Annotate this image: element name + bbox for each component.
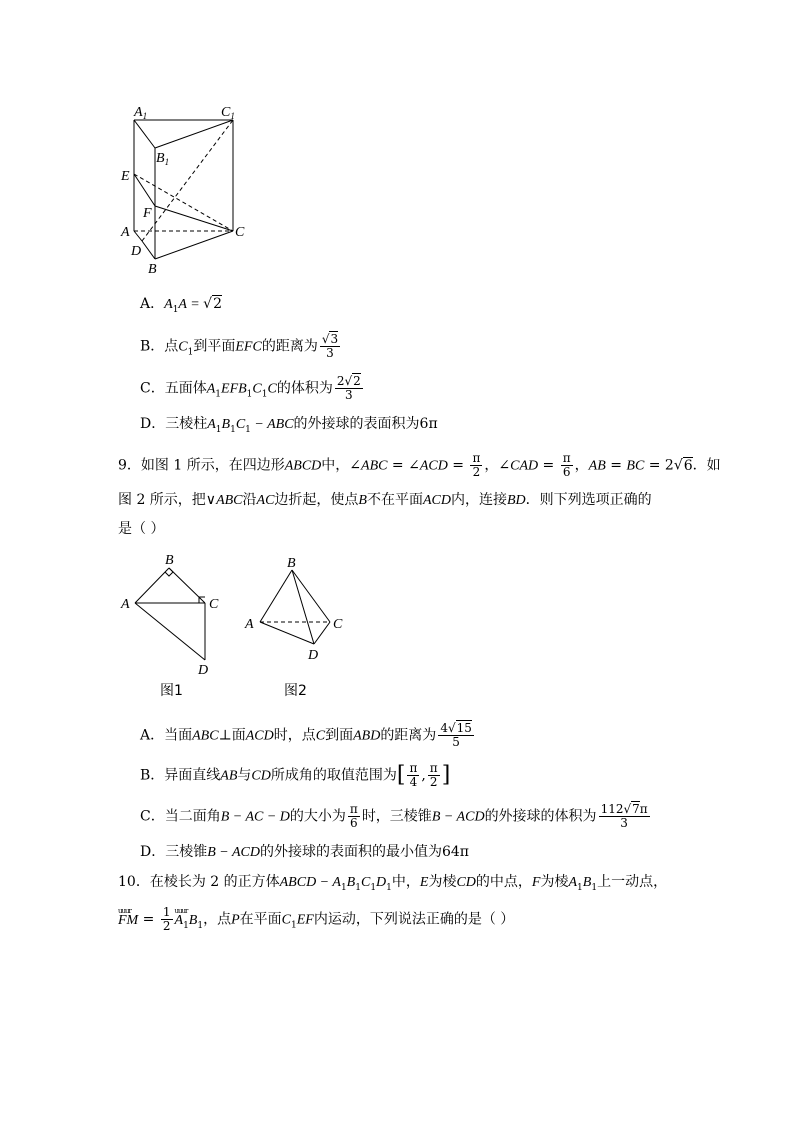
label-d: D [131, 244, 142, 259]
edge-b-d [292, 570, 314, 644]
edge-a-b [135, 568, 169, 603]
label-a: A [121, 597, 130, 612]
q10-line-2: uuur FM = $\frac{1}{2}$ uuur $A_1B_1$，点P在平面$C_1EF$内运动，下列说法正确的是（ ） [118, 906, 514, 935]
fraction: $\frac{4√15}{5}$ [440, 721, 472, 749]
q8-option-d: D．三棱柱$A_1B_1C_1$ − ABC的外接球的表面积为6π [140, 416, 438, 435]
q9-line-1: 9．如图 1 所示，在四边形ABCD中，∠ABC = ∠ACD = $\frac{\pi}{2}$ ，∠CAD = $\frac{\pi}{6}$ ，AB = BC = 2√6．如 [118, 451, 721, 479]
quadrilateral-figure [115, 550, 235, 680]
label-c: C [235, 225, 245, 240]
fraction: $\frac{2√2}{3}$ [336, 374, 361, 402]
label-a: A [245, 617, 254, 632]
label-b: B [165, 553, 174, 568]
figure-1-caption: 图1 [160, 683, 183, 699]
tetrahedron-figure [240, 550, 360, 670]
fraction: $\frac{\pi}{6}$ [562, 451, 571, 479]
edge-b-c [292, 570, 330, 622]
q8-option-c: C．五面体$A_1EFB_1C_1C$的体积为 $\frac{2√2}{3}$ [140, 374, 361, 402]
q9-line-2: 图 2 所示，把∨ABC沿AC边折起，使点B不在平面ACD内，连接BD．则下列选项正确的 [118, 492, 652, 508]
q9-line-3: 是（ ） [118, 521, 165, 537]
edge-a-d [134, 231, 142, 241]
edge-a-d [260, 622, 314, 644]
q8-option-b: B．点$C_1$到平面EFC的距离为 $\frac{√3}{3}$ [140, 332, 339, 360]
label-c: C [333, 617, 343, 632]
label-d: D [308, 648, 319, 663]
label-a1: $A_1$ [134, 105, 148, 121]
label-c1: $C_1$ [221, 105, 235, 121]
edge-a1-b1 [134, 120, 155, 148]
vector-arrow-icon: uuur [174, 906, 188, 915]
label-f: F [143, 206, 152, 221]
label-d: D [198, 663, 209, 678]
fraction: $\frac{\pi}{4}$ [409, 761, 418, 789]
right-angle-b-mark [165, 568, 173, 576]
q9-option-d: D．三棱锥B − ACD的外接球的表面积的最小值为64π [140, 844, 469, 860]
q10-line-1: 10．在棱长为 2 的正方体ABCD − $A_1B_1C_1D_1$中，E为棱CD的中点，F为棱$A_1B_1$上一动点， [118, 874, 668, 893]
prism-figure [115, 100, 255, 280]
figure-2-caption: 图2 [284, 683, 307, 699]
edge-d-c [314, 622, 330, 644]
vector-arrow-icon: uuur [118, 906, 131, 915]
fraction: $\frac{\pi}{6}$ [349, 802, 358, 830]
edge-b-a [260, 570, 292, 622]
fraction: $\frac{√3}{3}$ [321, 332, 339, 360]
fraction: $\frac{\pi}{2}$ [429, 761, 438, 789]
q8-option-a: A．$A_1A = √2$ [140, 296, 223, 315]
fraction: $\frac{1}{2}$ [162, 905, 171, 933]
q9-option-a: A．当面ABC⊥面ACD时，点C到面ABD的距离为 $\frac{4√15}{5}$ [140, 721, 472, 749]
fraction: $\frac{112√7\pi}{3}$ [600, 802, 648, 830]
label-c: C [209, 597, 219, 612]
edge-a-d [135, 603, 205, 660]
label-e: E [121, 169, 130, 184]
edge-f-c [155, 206, 233, 231]
dashed-e-c [134, 174, 233, 231]
edge-d-b [142, 241, 155, 259]
label-b1: $B_1$ [156, 151, 170, 167]
edge-b-c [169, 568, 205, 603]
edge-b1-c1 [155, 120, 233, 148]
q9-option-c: C．当二面角B − AC − D的大小为 $\frac{\pi}{6}$ 时，三棱锥B − ACD的外接球的体积为 $\frac{112√7\pi}{3}$ [140, 802, 648, 830]
label-b: B [287, 556, 296, 571]
edge-b-c [155, 231, 233, 259]
q9-option-b: B．异面直线AB与CD所成角的取值范围为[ $\frac{\pi}{4}$ , $\frac{\pi}{2}$ ] [140, 761, 451, 789]
fraction: $\frac{\pi}{2}$ [472, 451, 481, 479]
edge-e-f [134, 174, 155, 206]
label-b: B [148, 262, 157, 277]
label-a: A [121, 225, 130, 240]
